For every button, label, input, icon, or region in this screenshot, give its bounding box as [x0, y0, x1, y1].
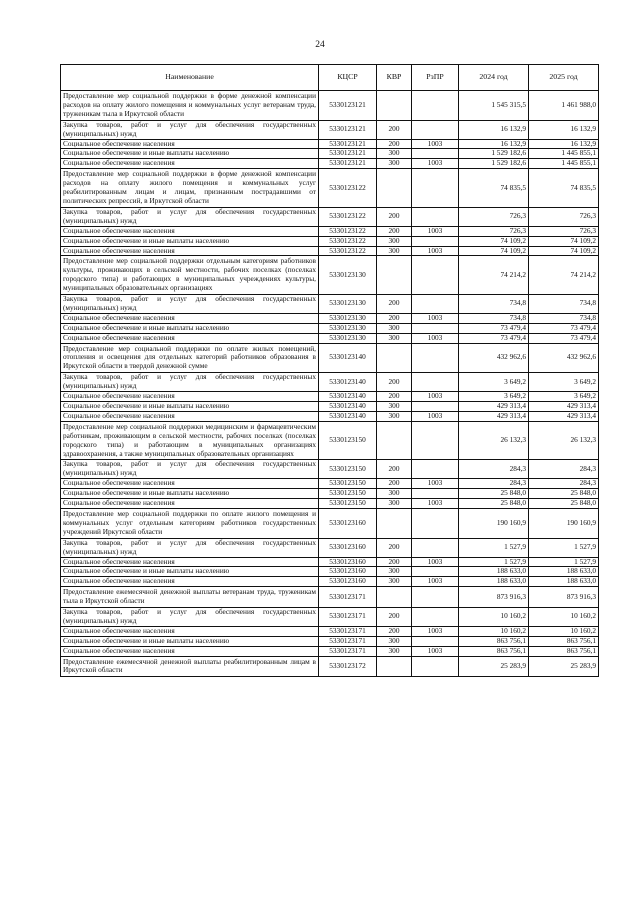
table-row	[61, 207, 599, 226]
cell-name: Социальное обеспечение и иные выплаты населению	[61, 236, 319, 246]
table-row	[61, 636, 599, 646]
cell-name: Закупка товаров, работ и услуг для обеспечения государственных (муниципальных) нужд	[61, 373, 319, 392]
table-row	[61, 295, 599, 314]
cell-2024: 3 649,2	[459, 392, 529, 402]
cell-rzpr	[412, 587, 459, 608]
cell-rzpr	[412, 489, 459, 499]
cell-kvr	[377, 169, 412, 208]
cell-2025: 1 445 855,1	[529, 149, 599, 159]
cell-kcsr: 5330123130	[319, 333, 377, 343]
cell-rzpr: 1003	[412, 159, 459, 169]
table-row	[61, 159, 599, 169]
cell-2024: 3 649,2	[459, 373, 529, 392]
cell-2024: 188 633,0	[459, 577, 529, 587]
cell-name: Закупка товаров, работ и услуг для обеспечения государственных (муниципальных) нужд	[61, 608, 319, 627]
cell-kcsr: 5330123122	[319, 207, 377, 226]
cell-name: Предоставление ежемесячной денежной выплаты реабилитированным лицам в Иркутской области	[61, 656, 319, 677]
cell-kvr: 200	[377, 608, 412, 627]
cell-2024: 1 527,9	[459, 538, 529, 557]
cell-2024: 284,3	[459, 460, 529, 479]
cell-2024: 188 633,0	[459, 567, 529, 577]
table-row	[61, 587, 599, 608]
cell-kcsr: 5330123150	[319, 479, 377, 489]
cell-name: Закупка товаров, работ и услуг для обеспечения государственных (муниципальных) нужд	[61, 460, 319, 479]
cell-2025: 284,3	[529, 460, 599, 479]
cell-kvr: 300	[377, 236, 412, 246]
cell-2024: 10 160,2	[459, 608, 529, 627]
cell-rzpr	[412, 402, 459, 412]
cell-kcsr: 5330123122	[319, 236, 377, 246]
cell-kcsr: 5330123171	[319, 587, 377, 608]
table-row	[61, 392, 599, 402]
cell-2024: 429 313,4	[459, 402, 529, 412]
table-row	[61, 567, 599, 577]
cell-rzpr	[412, 295, 459, 314]
cell-name: Социальное обеспечение населения	[61, 626, 319, 636]
cell-2025: 188 633,0	[529, 577, 599, 587]
cell-name: Закупка товаров, работ и услуг для обеспечения государственных (муниципальных) нужд	[61, 207, 319, 226]
header-name: Наименование	[61, 65, 319, 91]
cell-2024: 25 848,0	[459, 489, 529, 499]
cell-2024: 1 529 182,6	[459, 149, 529, 159]
table-row	[61, 226, 599, 236]
cell-name: Социальное обеспечение населения	[61, 577, 319, 587]
cell-name: Социальное обеспечение населения	[61, 246, 319, 256]
cell-2024: 726,3	[459, 207, 529, 226]
table-row	[61, 323, 599, 333]
cell-kvr: 200	[377, 139, 412, 149]
table-row	[61, 236, 599, 246]
cell-2025: 25 848,0	[529, 489, 599, 499]
cell-rzpr: 1003	[412, 226, 459, 236]
cell-name: Предоставление мер социальной поддержки по оплате жилых помещений, отопления и освещения для отдельных категорий работников образования в Иркутской области в твердой денежной сумме	[61, 343, 319, 373]
cell-name: Предоставление мер социальной поддержки медицинским и фармацевтическим работникам, проживающим в сельской местности, рабочих поселках (поселках городского типа) и работающим в муниципальных организациях здравоохранения, а также муниципальных образовательных организациях	[61, 421, 319, 460]
cell-rzpr	[412, 149, 459, 159]
cell-kvr: 200	[377, 313, 412, 323]
cell-rzpr	[412, 636, 459, 646]
cell-kcsr: 5330123140	[319, 343, 377, 373]
cell-2024: 16 132,9	[459, 139, 529, 149]
cell-kvr	[377, 256, 412, 295]
table-row	[61, 577, 599, 587]
cell-kcsr: 5330123140	[319, 392, 377, 402]
cell-rzpr: 1003	[412, 246, 459, 256]
cell-2025: 10 160,2	[529, 626, 599, 636]
cell-2024: 1 529 182,6	[459, 159, 529, 169]
cell-kvr	[377, 587, 412, 608]
cell-kvr: 300	[377, 159, 412, 169]
cell-2025: 1 527,9	[529, 538, 599, 557]
cell-rzpr	[412, 207, 459, 226]
cell-kvr: 200	[377, 479, 412, 489]
cell-2024: 25 283,9	[459, 656, 529, 677]
cell-2024: 26 132,3	[459, 421, 529, 460]
table-row	[61, 557, 599, 567]
cell-2025: 863 756,1	[529, 636, 599, 646]
cell-2024: 284,3	[459, 479, 529, 489]
cell-name: Закупка товаров, работ и услуг для обеспечения государственных (муниципальных) нужд	[61, 120, 319, 139]
cell-name: Социальное обеспечение и иные выплаты населению	[61, 567, 319, 577]
cell-name: Социальное обеспечение населения	[61, 646, 319, 656]
cell-2024: 429 313,4	[459, 411, 529, 421]
cell-kcsr: 5330123130	[319, 256, 377, 295]
table-row	[61, 479, 599, 489]
cell-kvr: 200	[377, 207, 412, 226]
cell-kcsr: 5330123121	[319, 149, 377, 159]
header-kcsr: КЦСР	[319, 65, 377, 91]
cell-2024: 734,8	[459, 313, 529, 323]
cell-kcsr: 5330123121	[319, 139, 377, 149]
table-row	[61, 460, 599, 479]
cell-2025: 3 649,2	[529, 392, 599, 402]
cell-kcsr: 5330123160	[319, 577, 377, 587]
cell-rzpr	[412, 608, 459, 627]
cell-2025: 726,3	[529, 207, 599, 226]
cell-name: Социальное обеспечение населения	[61, 557, 319, 567]
cell-name: Социальное обеспечение населения	[61, 313, 319, 323]
cell-kvr: 300	[377, 567, 412, 577]
cell-kvr: 300	[377, 411, 412, 421]
cell-rzpr	[412, 373, 459, 392]
cell-kvr: 300	[377, 636, 412, 646]
cell-2025: 25 848,0	[529, 499, 599, 509]
header-rzpr: РзПР	[412, 65, 459, 91]
cell-2024: 74 109,2	[459, 246, 529, 256]
cell-rzpr: 1003	[412, 411, 459, 421]
cell-kcsr: 5330123130	[319, 295, 377, 314]
cell-kvr: 300	[377, 499, 412, 509]
cell-kcsr: 5330123150	[319, 421, 377, 460]
cell-rzpr	[412, 169, 459, 208]
cell-kcsr: 5330123122	[319, 169, 377, 208]
cell-kcsr: 5330123130	[319, 313, 377, 323]
table-row	[61, 169, 599, 208]
cell-2024: 74 109,2	[459, 236, 529, 246]
cell-rzpr	[412, 538, 459, 557]
cell-kcsr: 5330123160	[319, 557, 377, 567]
cell-kcsr: 5330123122	[319, 226, 377, 236]
cell-2025: 873 916,3	[529, 587, 599, 608]
header-2024: 2024 год	[459, 65, 529, 91]
table-row	[61, 421, 599, 460]
cell-rzpr: 1003	[412, 333, 459, 343]
cell-rzpr: 1003	[412, 646, 459, 656]
cell-name: Социальное обеспечение населения	[61, 226, 319, 236]
cell-2025: 16 132,9	[529, 120, 599, 139]
page-number: 24	[315, 40, 325, 50]
table-row	[61, 626, 599, 636]
cell-2025: 863 756,1	[529, 646, 599, 656]
cell-name: Социальное обеспечение населения	[61, 392, 319, 402]
cell-rzpr	[412, 343, 459, 373]
cell-rzpr: 1003	[412, 392, 459, 402]
table-row	[61, 646, 599, 656]
cell-kvr: 300	[377, 323, 412, 333]
cell-kvr: 200	[377, 373, 412, 392]
cell-kcsr: 5330123150	[319, 489, 377, 499]
table-row	[61, 91, 599, 121]
cell-2024: 16 132,9	[459, 120, 529, 139]
cell-kcsr: 5330123171	[319, 608, 377, 627]
table-row	[61, 538, 599, 557]
cell-kvr	[377, 508, 412, 538]
cell-kvr: 300	[377, 246, 412, 256]
table-row	[61, 608, 599, 627]
cell-2024: 73 479,4	[459, 333, 529, 343]
cell-kvr: 300	[377, 489, 412, 499]
cell-rzpr: 1003	[412, 313, 459, 323]
cell-kcsr: 5330123130	[319, 323, 377, 333]
cell-2024: 25 848,0	[459, 499, 529, 509]
cell-rzpr: 1003	[412, 479, 459, 489]
cell-rzpr	[412, 236, 459, 246]
cell-2024: 734,8	[459, 295, 529, 314]
cell-kcsr: 5330123122	[319, 246, 377, 256]
cell-2024: 726,3	[459, 226, 529, 236]
cell-2024: 432 962,6	[459, 343, 529, 373]
table-header-row	[61, 65, 599, 91]
cell-2025: 726,3	[529, 226, 599, 236]
cell-2024: 873 916,3	[459, 587, 529, 608]
table-row	[61, 120, 599, 139]
cell-2025: 16 132,9	[529, 139, 599, 149]
cell-kvr: 200	[377, 226, 412, 236]
cell-kvr	[377, 343, 412, 373]
table-row	[61, 489, 599, 499]
cell-kcsr: 5330123160	[319, 538, 377, 557]
cell-kvr	[377, 91, 412, 121]
cell-rzpr	[412, 91, 459, 121]
table-row	[61, 139, 599, 149]
cell-2024: 190 160,9	[459, 508, 529, 538]
cell-kvr: 300	[377, 402, 412, 412]
cell-kcsr: 5330123121	[319, 159, 377, 169]
cell-name: Социальное обеспечение населения	[61, 139, 319, 149]
cell-rzpr	[412, 656, 459, 677]
cell-2024: 74 214,2	[459, 256, 529, 295]
cell-kcsr: 5330123140	[319, 373, 377, 392]
table-row	[61, 656, 599, 677]
cell-name: Социальное обеспечение населения	[61, 411, 319, 421]
cell-kvr: 200	[377, 295, 412, 314]
cell-2025: 74 109,2	[529, 246, 599, 256]
table-row	[61, 343, 599, 373]
cell-2025: 74 109,2	[529, 236, 599, 246]
cell-2024: 73 479,4	[459, 323, 529, 333]
cell-kvr: 300	[377, 333, 412, 343]
cell-2025: 74 835,5	[529, 169, 599, 208]
table-row	[61, 411, 599, 421]
cell-2025: 1 445 855,1	[529, 159, 599, 169]
table-row	[61, 149, 599, 159]
cell-2025: 3 649,2	[529, 373, 599, 392]
cell-2024: 10 160,2	[459, 626, 529, 636]
cell-name: Социальное обеспечение и иные выплаты населению	[61, 149, 319, 159]
table-row	[61, 508, 599, 538]
cell-name: Предоставление мер социальной поддержки в форме денежной компенсации расходов на оплату жилого помещения и коммунальных услуг ветеранам труда, труженикам тыла в Иркутской области	[61, 91, 319, 121]
cell-kcsr: 5330123150	[319, 499, 377, 509]
cell-2025: 190 160,9	[529, 508, 599, 538]
cell-rzpr: 1003	[412, 139, 459, 149]
cell-kcsr: 5330123121	[319, 91, 377, 121]
cell-2025: 432 962,6	[529, 343, 599, 373]
table-row	[61, 402, 599, 412]
cell-2025: 734,8	[529, 313, 599, 323]
cell-2024: 863 756,1	[459, 646, 529, 656]
cell-rzpr	[412, 460, 459, 479]
table-row	[61, 373, 599, 392]
cell-2025: 1 527,9	[529, 557, 599, 567]
table-row	[61, 246, 599, 256]
cell-name: Социальное обеспечение и иные выплаты населению	[61, 323, 319, 333]
cell-name: Социальное обеспечение и иные выплаты населению	[61, 489, 319, 499]
table-row	[61, 333, 599, 343]
table-row	[61, 313, 599, 323]
cell-kvr: 300	[377, 646, 412, 656]
cell-name: Социальное обеспечение и иные выплаты населению	[61, 636, 319, 646]
cell-name: Социальное обеспечение населения	[61, 333, 319, 343]
cell-2025: 284,3	[529, 479, 599, 489]
cell-2024: 74 835,5	[459, 169, 529, 208]
cell-2025: 429 313,4	[529, 402, 599, 412]
cell-name: Предоставление мер социальной поддержки по оплате жилого помещения и коммунальных услуг отдельным категориям работников государственных учреждений Иркутской области	[61, 508, 319, 538]
cell-rzpr	[412, 421, 459, 460]
cell-kcsr: 5330123171	[319, 646, 377, 656]
cell-kcsr: 5330123171	[319, 626, 377, 636]
cell-name: Предоставление мер социальной поддержки отдельным категориям работников культуры, проживающих в сельской местности, рабочих поселках (поселках городского типа) и работающих в муниципальных учреждениях культуры, муниципальных образовательных организациях	[61, 256, 319, 295]
cell-kcsr: 5330123121	[319, 120, 377, 139]
cell-2025: 10 160,2	[529, 608, 599, 627]
budget-table	[60, 64, 599, 677]
cell-name: Предоставление мер социальной поддержки в форме денежной компенсации расходов на оплату жилого помещения и коммунальных услуг реабилитированным лицам и лицам, признанным пострадавшими от политических репрессий, в Иркутской области	[61, 169, 319, 208]
cell-kcsr: 5330123160	[319, 508, 377, 538]
header-2025: 2025 год	[529, 65, 599, 91]
cell-2025: 1 461 988,0	[529, 91, 599, 121]
cell-kvr: 300	[377, 577, 412, 587]
table-body	[61, 91, 599, 677]
cell-rzpr: 1003	[412, 499, 459, 509]
cell-rzpr: 1003	[412, 626, 459, 636]
cell-rzpr	[412, 120, 459, 139]
cell-kcsr: 5330123140	[319, 411, 377, 421]
cell-kvr	[377, 421, 412, 460]
cell-name: Социальное обеспечение населения	[61, 159, 319, 169]
cell-rzpr: 1003	[412, 577, 459, 587]
cell-kcsr: 5330123160	[319, 567, 377, 577]
cell-kcsr: 5330123150	[319, 460, 377, 479]
cell-2025: 26 132,3	[529, 421, 599, 460]
cell-2025: 734,8	[529, 295, 599, 314]
cell-name: Социальное обеспечение населения	[61, 479, 319, 489]
table-row	[61, 256, 599, 295]
cell-kvr: 200	[377, 460, 412, 479]
cell-kvr	[377, 656, 412, 677]
cell-kvr: 200	[377, 392, 412, 402]
table-row	[61, 499, 599, 509]
cell-name: Закупка товаров, работ и услуг для обеспечения государственных (муниципальных) нужд	[61, 295, 319, 314]
cell-kvr: 200	[377, 626, 412, 636]
cell-2025: 25 283,9	[529, 656, 599, 677]
cell-rzpr: 1003	[412, 557, 459, 567]
cell-2025: 429 313,4	[529, 411, 599, 421]
cell-name: Предоставление ежемесячной денежной выплаты ветеранам труда, труженикам тыла в Иркутской области	[61, 587, 319, 608]
cell-2024: 863 756,1	[459, 636, 529, 646]
cell-2025: 74 214,2	[529, 256, 599, 295]
cell-kvr: 200	[377, 120, 412, 139]
cell-2024: 1 527,9	[459, 557, 529, 567]
cell-kcsr: 5330123171	[319, 636, 377, 646]
cell-name: Закупка товаров, работ и услуг для обеспечения государственных (муниципальных) нужд	[61, 538, 319, 557]
cell-rzpr	[412, 256, 459, 295]
cell-kcsr: 5330123140	[319, 402, 377, 412]
cell-name: Социальное обеспечение населения	[61, 499, 319, 509]
cell-rzpr	[412, 567, 459, 577]
cell-kvr: 200	[377, 538, 412, 557]
header-kvr: КВР	[377, 65, 412, 91]
cell-kvr: 200	[377, 557, 412, 567]
cell-kcsr: 5330123172	[319, 656, 377, 677]
cell-2025: 188 633,0	[529, 567, 599, 577]
cell-kvr: 300	[377, 149, 412, 159]
cell-rzpr	[412, 323, 459, 333]
cell-2025: 73 479,4	[529, 333, 599, 343]
cell-2024: 1 545 315,5	[459, 91, 529, 121]
cell-2025: 73 479,4	[529, 323, 599, 333]
cell-name: Социальное обеспечение и иные выплаты населению	[61, 402, 319, 412]
cell-rzpr	[412, 508, 459, 538]
